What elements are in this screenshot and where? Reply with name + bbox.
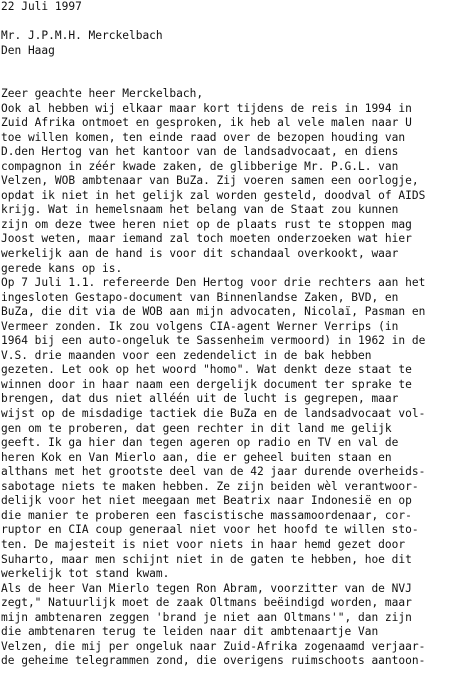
body-line: gerede kans op is. [1,261,123,275]
body-line: zijn om deze twee heren niet op de plaats rust te stoppen mag [1,217,412,231]
body-line: geeft. Ik ga hier dan tegen ageren op radio en TV en val de [1,436,399,450]
body-line: ten. De majesteit is niet voor niets in haar hemd gezet door [1,537,406,551]
body-line: Ook al hebben wij elkaar maar kort tijdens de reis in 1994 in [1,101,412,115]
salutation: Zeer geachte heer Merckelbach, [1,87,204,100]
addressee-block [1,29,163,58]
body-line: compagnon in zéér kwade zaken, de glibberige Mr. P.G.L. van [1,159,399,173]
body-line: sabotage niets te maken hebben. Ze zijn beiden wèl verantwoor- [1,479,419,493]
addressee-city: Den Haag [1,43,55,57]
body-line: die manier te proberen een fascistische massamoordenaar, cor- [1,508,412,522]
body-line: mijn ambtenaren zeggen 'brand je niet aan Oltmans'", dan zijn [1,610,412,624]
body-line: krijg. Wat in hemelsnaam het belang van de Staat zou kunnen [1,203,399,217]
body-line: delijk voor het niet meegaan met Beatrix naar Indonesië en op [1,494,412,508]
body-line: Velzen, WOB ambtenaar van BuZa. Zij voeren samen een oorlogje, [1,174,419,188]
body-line: heren Kok en Van Mierlo aan, die er geheel buiten staan en [1,450,392,464]
body-line: Velzen, die mij per ongeluk naar Zuid-Afrika zogenaamd verjaar- [1,639,426,653]
body-line: gezeten. Let ook op het woord "homo". Wat denkt deze staat te [1,363,412,377]
body-line: brengen, dat dus niet alléén uit de lucht is gegrepen, maar [1,392,399,406]
body-line: Op 7 Juli 1.1. refereerde Den Hertog voor drie rechters aan het [1,276,426,290]
body-line: werkelijk tot stand kwam. [1,567,170,581]
body-line: ingesloten Gestapo-document van Binnenlandse Zaken, BVD, en [1,290,399,304]
body-line: toe willen komen, ten einde raad over de bezopen houding van [1,130,406,144]
body-line: D.den Hertog van het kantoor van de landsadvocaat, en diens [1,145,399,159]
body-line: werkelijk aan de hand is voor dit schandaal overkookt, waar [1,247,399,261]
body-line: wijst op de misdadige tactiek die BuZa en de landsadvocaat vol- [1,407,426,421]
letter-date: 22 Juli 1997 [1,0,82,13]
body-line: althans met het grootste deel van de 42 jaar durende overheids- [1,465,426,479]
body-line: die ambtenaren terug te leiden naar dit ambtenaartje Van [1,625,379,639]
body-line: Vermeer zonden. Ik zou volgens CIA-agent Werner Verrips (in [1,319,399,333]
body-line: gen om te proberen, dat geen rechter in dit land me gelijk [1,421,392,435]
body-line: V.S. drie maanden voor een zedendelict in de bak hebben [1,348,372,362]
body-line: BuZa, die dit via de WOB aan mijn advocaten, Nicolaï, Pasman en [1,305,426,319]
letter-body [1,87,425,669]
body-line: Joost weten, maar iemand zal toch moeten onderzoeken wat hier [1,232,412,246]
body-line: zegt," Natuurlijk moet de zaak Oltmans beëindigd worden, maar [1,596,412,610]
body-line: Als de heer Van Mierlo tegen Ron Abram, voorzitter van de NVJ [1,581,412,595]
body-line: opdat ik niet in het gelijk zal worden gesteld, doodval of AIDS [1,188,426,202]
body-line: Suharto, maar men schijnt niet in de gaten te hebben, hoe dit [1,552,412,566]
body-line: de geheime telegrammen zond, die overigens ruimschoots aantoon- [1,654,426,668]
addressee-name: Mr. J.P.M.H. Merckelbach [1,29,163,42]
body-line: 1964 bij een auto-ongeluk te Sassenheim vermoord) in 1962 in de [1,334,426,348]
body-line: winnen door in haar naam een dergelijk document ter sprake te [1,377,412,391]
body-line: ruptor en CIA coup generaal niet voor het hoofd te willen sto- [1,523,419,537]
body-line: Zuid Afrika ontmoet en gesproken, ik heb al vele malen naar U [1,116,412,130]
